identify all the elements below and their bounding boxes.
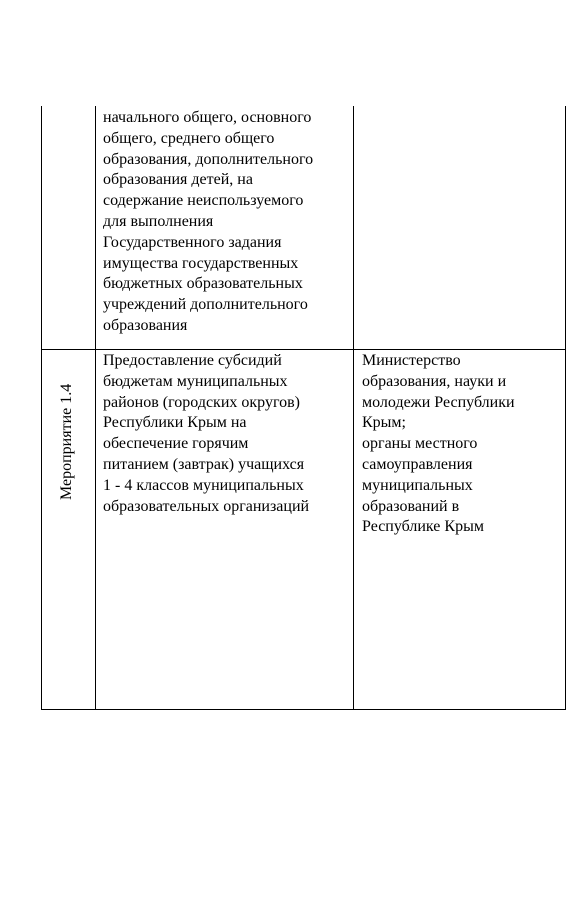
table-row-divider xyxy=(41,349,566,350)
table-border-left xyxy=(41,106,42,710)
table-border-col1 xyxy=(95,106,96,710)
table-border-bottom xyxy=(41,709,566,710)
row2-label: Мероприятие 1.4 xyxy=(58,383,75,500)
program-table xyxy=(41,106,566,710)
row2-responsible: Министерство образования, науки и молодежи Республики Крым; органы местного самоуправления муниципальных образований в Республике Крым xyxy=(362,352,515,536)
table-border-col2 xyxy=(353,106,354,710)
row2-description: Предоставление субсидий бюджетам муниципальных районов (городских округов) Республики Крым на обеспечение горячим питанием (завтрак) учащихся 1 - 4 классов муниципальных образовательных организаций xyxy=(103,352,310,515)
row1-description: начального общего, основного общего, среднего общего образования, дополнительного образования детей, на содержание неиспользуемого для выполнения Государственного задания имущества государственных бюджетных образовательных учреждений дополнительного образования xyxy=(103,109,314,334)
